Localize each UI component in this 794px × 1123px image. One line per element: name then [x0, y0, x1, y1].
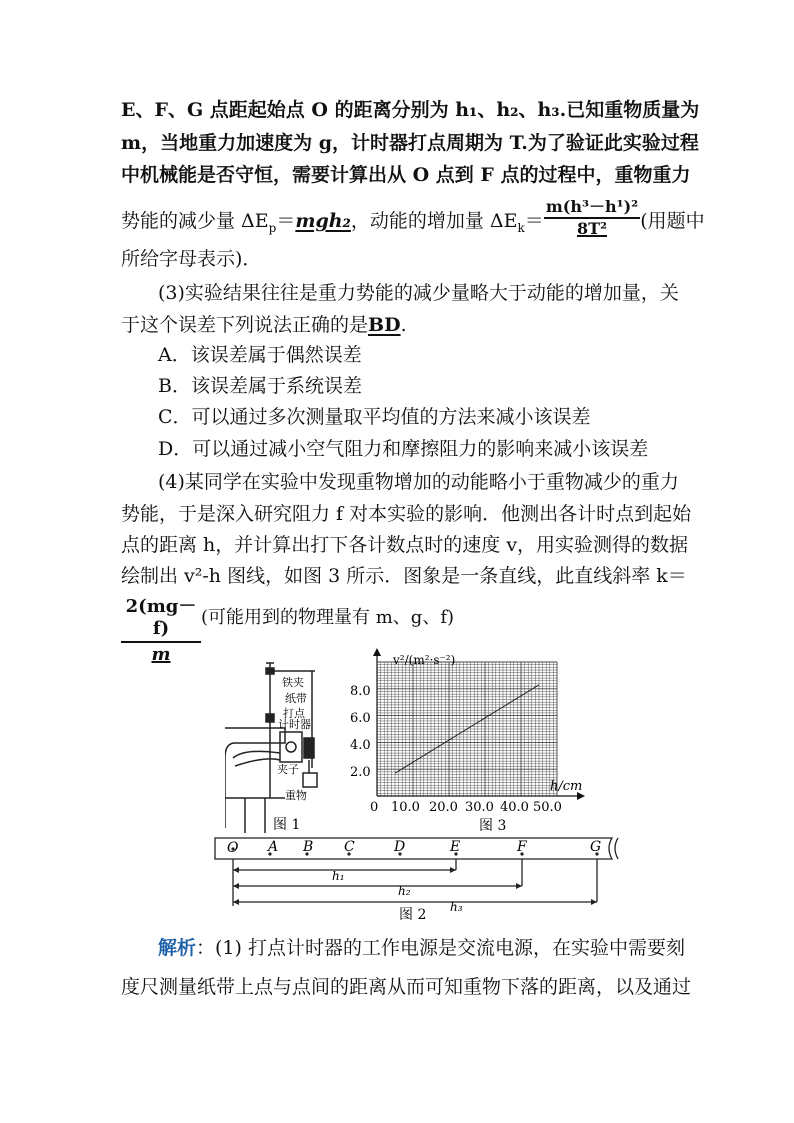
question-4-line-5: (可能用到的物理量有 m、g、f) — [201, 607, 455, 628]
point-A: A — [268, 839, 279, 855]
figure-2-caption: 图 2 — [399, 907, 427, 923]
answer-slope-fraction: $\frac{2(mg-f)}{m}$ — [121, 596, 201, 667]
y-axis-arrow — [373, 648, 381, 656]
x-axis-label: h/cm — [550, 779, 583, 794]
text-line-4: 势能的减少量 $\Delta E_p=mgh_2$，动能的增加量 $\Delta E_k=$ $\frac{\text{m(h³－h¹)²}}{\text{8T²}}$ (用题中 — [121, 197, 705, 238]
label-iron-clamp: 铁夹 — [282, 676, 304, 689]
x-tick-label-10: 10.0 — [391, 800, 420, 815]
y-tick-label-8: 8.0 — [350, 684, 371, 699]
x-tick-label-0: 0 — [370, 800, 379, 815]
x-tick-label-20: 20.0 — [429, 800, 458, 815]
label-paper-tape: 纸带 — [285, 692, 307, 705]
question-4-line-3: 点的距离 h，并计算出打下各计数点时的速度 v，用实验测得的数据 — [121, 534, 689, 556]
y-tick-label-4: 4.0 — [350, 738, 371, 753]
question-3-line-2: 于这个误差下列说法正确的是BD. — [121, 314, 407, 336]
point-F: F — [517, 839, 527, 855]
answer-choice: BD — [368, 314, 401, 336]
figure-3-graph — [345, 648, 585, 838]
answer-kinetic-energy-fraction: $\frac{\text{m(h³－h¹)²}}{\text{8T²}}$ — [545, 197, 639, 238]
label-weight: 重物 — [285, 789, 307, 802]
label-clip: 夹子 — [277, 763, 299, 776]
option-b: B．该误差属于系统误差 — [158, 375, 362, 397]
text-line-5: 所给字母表示)． — [121, 248, 262, 270]
answer-potential-energy: mgh₂ — [295, 210, 351, 232]
dim-h3: h₃ — [450, 900, 463, 914]
dim-h1: h₁ — [332, 869, 345, 883]
figure-3-caption: 图 3 — [479, 818, 507, 834]
y-axis-label: v²/(m²·s⁻²) — [393, 653, 456, 667]
question-4-line-1: (4)某同学在实验中发现重物增加的动能略小于重物减少的重力 — [158, 471, 679, 493]
label-timer-2: 计时器 — [278, 718, 311, 731]
point-C: C — [344, 839, 355, 855]
label-timer-1: 打点 — [283, 707, 305, 720]
question-4-line-2: 势能，于是深入研究阻力 f 对本实验的影响．他测出各计时点到起始 — [121, 503, 692, 525]
option-c: C．可以通过多次测量取平均值的方法来减小该误差 — [158, 406, 591, 428]
x-tick-label-40: 40.0 — [500, 800, 529, 815]
figure-1-apparatus — [225, 648, 355, 838]
text-line-2: m，当地重力加速度为 g，计时器打点周期为 T.为了验证此实验过程 — [121, 132, 699, 154]
option-a: A．该误差属于偶然误差 — [158, 344, 362, 366]
point-O: O — [227, 840, 239, 856]
text-line-1: E、F、G 点距起始点 O 的距离分别为 h₁、h₂、h₃.已知重物质量为 — [121, 99, 700, 121]
point-B: B — [303, 839, 314, 855]
question-3-line-1: (3)实验结果往往是重力势能的减少量略大于动能的增加量，关 — [158, 282, 679, 304]
x-tick-label-30: 30.0 — [465, 800, 494, 815]
text-line-3: 中机械能是否守恒，需要计算出从 O 点到 F 点的过程中，重物重力 — [121, 164, 691, 186]
answer-line-1: 解析：(1) 打点计时器的工作电源是交流电源，在实验中需要刻 — [158, 937, 685, 959]
answer-label: 解析 — [158, 937, 197, 959]
question-4-line-4: 绘制出 v²-h 图线，如图 3 所示．图象是一条直线，此直线斜率 k＝ — [121, 565, 687, 587]
answer-line-2: 度尺测量纸带上点与点间的距离从而可知重物下落的距离，以及通过 — [121, 976, 692, 998]
point-D: D — [394, 839, 406, 855]
point-G: G — [590, 839, 602, 855]
y-tick-label-6: 6.0 — [350, 711, 371, 726]
dim-h2: h₂ — [398, 884, 411, 898]
point-E: E — [450, 839, 461, 855]
y-tick-label-2: 2.0 — [350, 765, 371, 780]
figure-1-caption: 图 1 — [273, 817, 301, 833]
x-tick-label-50: 50.0 — [533, 800, 562, 815]
figure-2-tape — [210, 832, 630, 924]
option-d: D．可以通过减小空气阻力和摩擦阻力的影响来减小该误差 — [158, 438, 649, 460]
